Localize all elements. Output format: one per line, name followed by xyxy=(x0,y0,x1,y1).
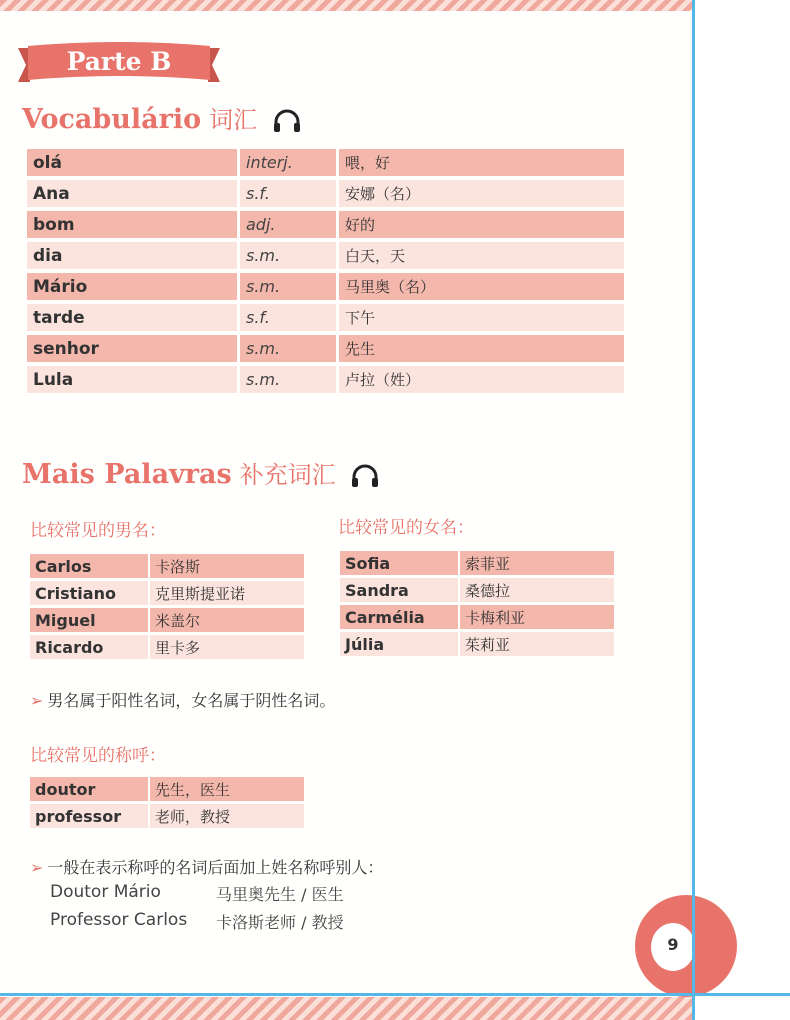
vocabulary-table xyxy=(24,145,627,397)
vocab-word: tarde xyxy=(27,304,237,331)
vocab-row xyxy=(27,180,624,207)
vocab-word: dia xyxy=(27,242,237,269)
female-name-row-translation: 卡梅利亚 xyxy=(460,605,614,629)
example-zh: 卡洛斯老师 / 教授 xyxy=(216,913,344,932)
title-row-name: professor xyxy=(30,804,148,828)
female-name-row-translation: 索菲亚 xyxy=(460,551,614,575)
address-note xyxy=(30,855,383,878)
vocab-word: senhor xyxy=(27,335,237,362)
gender-note-text: 男名属于阳性名词，女名属于阴性名词。 xyxy=(47,691,336,710)
vocab-meaning: 安娜（名） xyxy=(339,180,624,207)
vocab-row xyxy=(27,304,624,331)
vocab-meaning: 卢拉（姓） xyxy=(339,366,624,393)
title-row xyxy=(30,777,304,801)
vocab-grammar: s.m. xyxy=(240,366,336,393)
vocab-word: Lula xyxy=(27,366,237,393)
male-name-row xyxy=(30,581,304,605)
headphone-icon[interactable] xyxy=(273,109,301,133)
gender-note xyxy=(30,688,335,711)
address-note-text: 一般在表示称呼的名词后面加上姓名称呼别人： xyxy=(47,858,384,877)
vocab-grammar: s.m. xyxy=(240,335,336,362)
male-name-row-translation: 克里斯提亚诺 xyxy=(150,581,304,605)
titles-heading: 比较常见的称呼： xyxy=(30,746,166,766)
section-banner-label: Parte B xyxy=(66,47,172,76)
vocab-row xyxy=(27,242,624,269)
female-names-table xyxy=(338,548,616,659)
female-name-row xyxy=(340,551,614,575)
male-name-row-translation: 卡洛斯 xyxy=(150,554,304,578)
titles-table xyxy=(28,774,306,831)
vocab-meaning: 先生 xyxy=(339,335,624,362)
male-name-row xyxy=(30,635,304,659)
male-names-table xyxy=(28,551,306,662)
female-name-row-name: Carmélia xyxy=(340,605,458,629)
vocab-meaning: 喂，好 xyxy=(339,149,624,176)
vocab-word: Ana xyxy=(27,180,237,207)
vocab-row xyxy=(27,149,624,176)
male-names-title: 比较常见的男名： xyxy=(30,521,166,541)
vocab-meaning: 白天，天 xyxy=(339,242,624,269)
female-names-title: 比较常见的女名： xyxy=(338,518,474,538)
male-name-row xyxy=(30,554,304,578)
female-name-row xyxy=(340,605,614,629)
headphone-icon[interactable] xyxy=(351,464,379,488)
vocabulary-heading xyxy=(22,100,301,135)
vocab-grammar: interj. xyxy=(240,149,336,176)
more-words-heading xyxy=(22,455,379,490)
vocab-grammar: s.f. xyxy=(240,180,336,207)
example-zh: 马里奥先生 / 医生 xyxy=(216,885,344,904)
example-pt: Professor Carlos xyxy=(50,910,188,930)
title-row-translation: 先生，医生 xyxy=(150,777,304,801)
page-number: 9 xyxy=(667,935,679,954)
more-words-title: Mais Palavras xyxy=(22,459,232,490)
vocab-meaning: 马里奥（名） xyxy=(339,273,624,300)
title-row-name: doutor xyxy=(30,777,148,801)
vocab-row xyxy=(27,273,624,300)
female-name-row-name: Sofia xyxy=(340,551,458,575)
male-name-row-name: Miguel xyxy=(30,608,148,632)
vocab-row xyxy=(27,211,624,238)
male-name-row xyxy=(30,608,304,632)
female-name-row-translation: 茱莉亚 xyxy=(460,632,614,656)
vocab-grammar: adj. xyxy=(240,211,336,238)
male-name-row-name: Ricardo xyxy=(30,635,148,659)
female-name-row-name: Júlia xyxy=(340,632,458,656)
example-pt: Doutor Mário xyxy=(50,882,161,902)
male-name-row-translation: 米盖尔 xyxy=(150,608,304,632)
vocab-grammar: s.f. xyxy=(240,304,336,331)
vocab-meaning: 下午 xyxy=(339,304,624,331)
arrow-icon: ➢ xyxy=(30,858,44,877)
vocab-word: Mário xyxy=(27,273,237,300)
male-name-row-name: Carlos xyxy=(30,554,148,578)
vocab-word: bom xyxy=(27,211,237,238)
top-stripe-border xyxy=(0,0,692,11)
vocab-grammar: s.m. xyxy=(240,273,336,300)
male-name-row-translation: 里卡多 xyxy=(150,635,304,659)
vocab-row xyxy=(27,335,624,362)
more-words-title-zh: 补充词汇 xyxy=(239,461,336,489)
vocab-meaning: 好的 xyxy=(339,211,624,238)
page-edge-line xyxy=(692,0,695,1020)
female-name-row xyxy=(340,578,614,602)
vocabulary-title: Vocabulário xyxy=(22,104,202,135)
male-name-row-name: Cristiano xyxy=(30,581,148,605)
female-name-row xyxy=(340,632,614,656)
page-bottom-line xyxy=(0,993,790,996)
female-name-row-name: Sandra xyxy=(340,578,458,602)
vocab-row xyxy=(27,366,624,393)
female-name-row-translation: 桑德拉 xyxy=(460,578,614,602)
title-row xyxy=(30,804,304,828)
bottom-stripe-border xyxy=(0,997,692,1020)
vocabulary-title-zh: 词汇 xyxy=(209,106,258,134)
vocab-word: olá xyxy=(27,149,237,176)
title-row-translation: 老师，教授 xyxy=(150,804,304,828)
arrow-icon: ➢ xyxy=(30,691,44,710)
vocab-grammar: s.m. xyxy=(240,242,336,269)
